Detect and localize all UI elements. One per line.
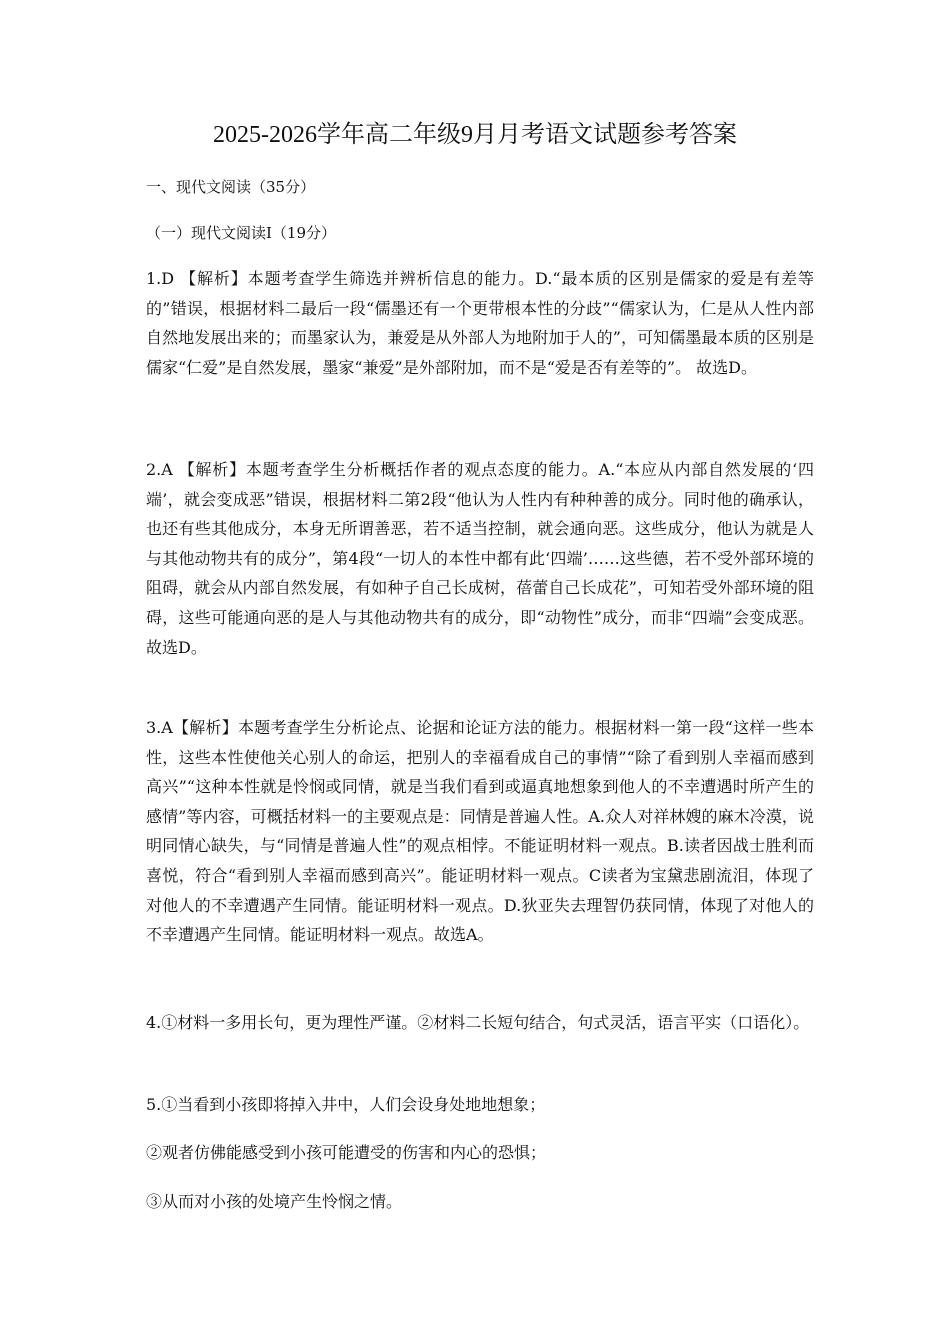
answer-3: 3.A【解析】本题考查学生分析论点、论据和论证方法的能力。根据材料一第一段“这样一些本性，这些本性使他关心别人的命运，把别人的幸福看成自己的事情”“除了看到别人幸福而感到高兴”“这种本性就是怜悯或同情，就是当我们看到或逼真地想象到他人的不幸遭遇时所产生的感情”等内容，可概括材料一的主要观点是：同情是普遍人性。A.众人对祥林嫂的麻木冷漠，说明同情心缺失，与“同情是普遍人性”的观点相悖。不能证明材料一观点。B.读者因战士胜利而喜悦，符合“看到别人幸福而感到高兴”。能证明材料一观点。C读者为宝黛悲剧流泪，体现了对他人的不幸遭遇产生同情。能证明材料一观点。D.狄亚失去理智仍获同情，体现了对他人的不幸遭遇产生同情。能证明材料一观点。故选A。: [146, 718, 814, 945]
answer-5-step-2: ②观者仿佛能感受到小孩可能遭受的伤害和内心的恐惧；: [146, 1143, 547, 1162]
subsection-heading: （一）现代文阅读Ⅰ（19分）: [146, 224, 337, 242]
page-title: 2025-2026学年高二年级9月月考语文试题参考答案: [213, 122, 737, 148]
answer-4: 4.①材料一多用长句，更为理性严谨。②材料二长短句结合，句式灵活，语言平实（口语化）。: [146, 1013, 810, 1032]
section-heading: 一、现代文阅读（35分）: [146, 178, 316, 196]
answer-1: 1.D 【解析】本题考查学生筛选并辨析信息的能力。D.“最本质的区别是儒家的爱是有差等的”错误，根据材料二最后一段“儒墨还有一个更带根本性的分歧”“儒家认为，仁是从人性内部自然地发展出来的；而墨家认为，兼爱是从外部人为地附加于人的”，可知儒墨最本质的区别是儒家“仁爱”是自然发展，墨家“兼爱”是外部附加，而不是“爱是否有差等的”。 故选D。: [146, 269, 814, 377]
answer-5-step-1: 5.①当看到小孩即将掉入井中，人们会设身处地地想象；: [146, 1095, 546, 1114]
answer-2: 2.A 【解析】本题考查学生分析概括作者的观点态度的能力。A.“本应从内部自然发展的‘四端’，就会变成恶”错误，根据材料二第2段“他认为人性内有种种善的成分。同时他的确承认，也还有些其他成分，本身无所谓善恶，若不适当控制，就会通向恶。这些成分，他认为就是人与其他动物共有的成分”，第4段“一切人的本性中都有此‘四端’……这些德，若不受外部环境的阻碍，就会从内部自然发展，有如种子自己长成树，蓓蕾自己长成花”，可知若受外部环境的阻碍，这些可能通向恶的是人与其他动物共有的成分，即“动物性”成分，而非“四端”会变成恶。故选D。: [146, 460, 814, 657]
answer-5-step-3: ③从而对小孩的处境产生怜悯之情。: [146, 1192, 403, 1211]
